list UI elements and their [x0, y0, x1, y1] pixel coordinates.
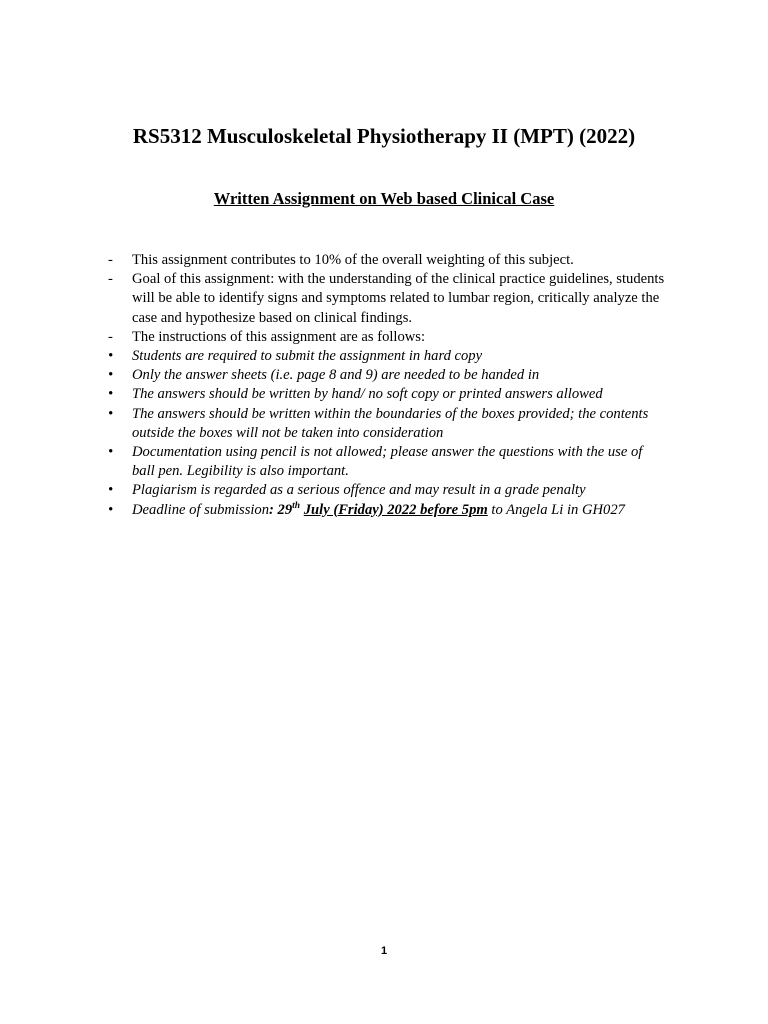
list-item-weighting [108, 251, 668, 270]
bullet-marker: • [108, 348, 114, 365]
instruction-list [108, 251, 668, 520]
item-text: Only the answer sheets (i.e. page 8 and 9) are needed to be handed in [132, 367, 540, 384]
item-text: The instructions of this assignment are as follows: [132, 328, 426, 345]
deadline-recipient: to Angela Li in GH027 [487, 501, 625, 518]
bullet-marker: • [108, 501, 114, 518]
deadline-day [269, 502, 300, 518]
page-number: 1 [380, 945, 388, 957]
item-text: Documentation using pencil is not allowed; please answer the questions with the use of ball pen. Legibility is also important. [132, 444, 643, 480]
bullet-marker: • [108, 482, 114, 499]
list-item-plagiarism [108, 481, 668, 500]
dash-marker: - [108, 271, 113, 288]
list-item-goal [108, 270, 668, 328]
dash-marker: - [108, 328, 113, 345]
item-text: This assignment contributes to 10% of the overall weighting of this subject. [132, 252, 574, 268]
item-text: Students are required to submit the assignment in hard copy [132, 348, 483, 365]
bullet-marker: • [108, 367, 114, 384]
item-text: The answers should be written within the boundaries of the boxes provided; the contents outside the boxes will not be taken into consideration [132, 405, 649, 441]
deadline-day-suffix: th [292, 500, 301, 511]
item-text: Goal of this assignment: with the understanding of the clinical practice guidelines, students will be able to identify signs and symptoms related to lumbar region, critically analyze the case and hypothesize based on clinical findings. [132, 271, 665, 326]
deadline-date-time: July (Friday) 2022 before 5pm [303, 501, 488, 518]
item-text: The answers should be written by hand/ no soft copy or printed answers allowed [132, 386, 603, 403]
bullet-marker: • [108, 386, 114, 403]
document-subtitle: Written Assignment on Web based Clinical Case [213, 189, 555, 208]
document-title: RS5312 Musculoskeletal Physiotherapy II (MPT) (2022) [132, 124, 636, 148]
bullet-marker: • [108, 444, 114, 461]
list-item-instructions-intro [108, 328, 668, 347]
list-item-deadline [108, 501, 668, 520]
item-text: Plagiarism is regarded as a serious offence and may result in a grade penalty [132, 482, 586, 499]
deadline-colon-day: : 29 [269, 501, 293, 518]
list-item-ball-pen [108, 443, 668, 481]
dash-marker: - [108, 252, 113, 268]
bullet-marker: • [108, 405, 114, 422]
deadline-prefix: Deadline of submission [132, 501, 270, 518]
list-item-boundaries [108, 405, 668, 443]
list-item-handwritten [108, 385, 668, 404]
list-item-answer-sheets [108, 366, 668, 385]
list-item-hard-copy [108, 347, 668, 366]
